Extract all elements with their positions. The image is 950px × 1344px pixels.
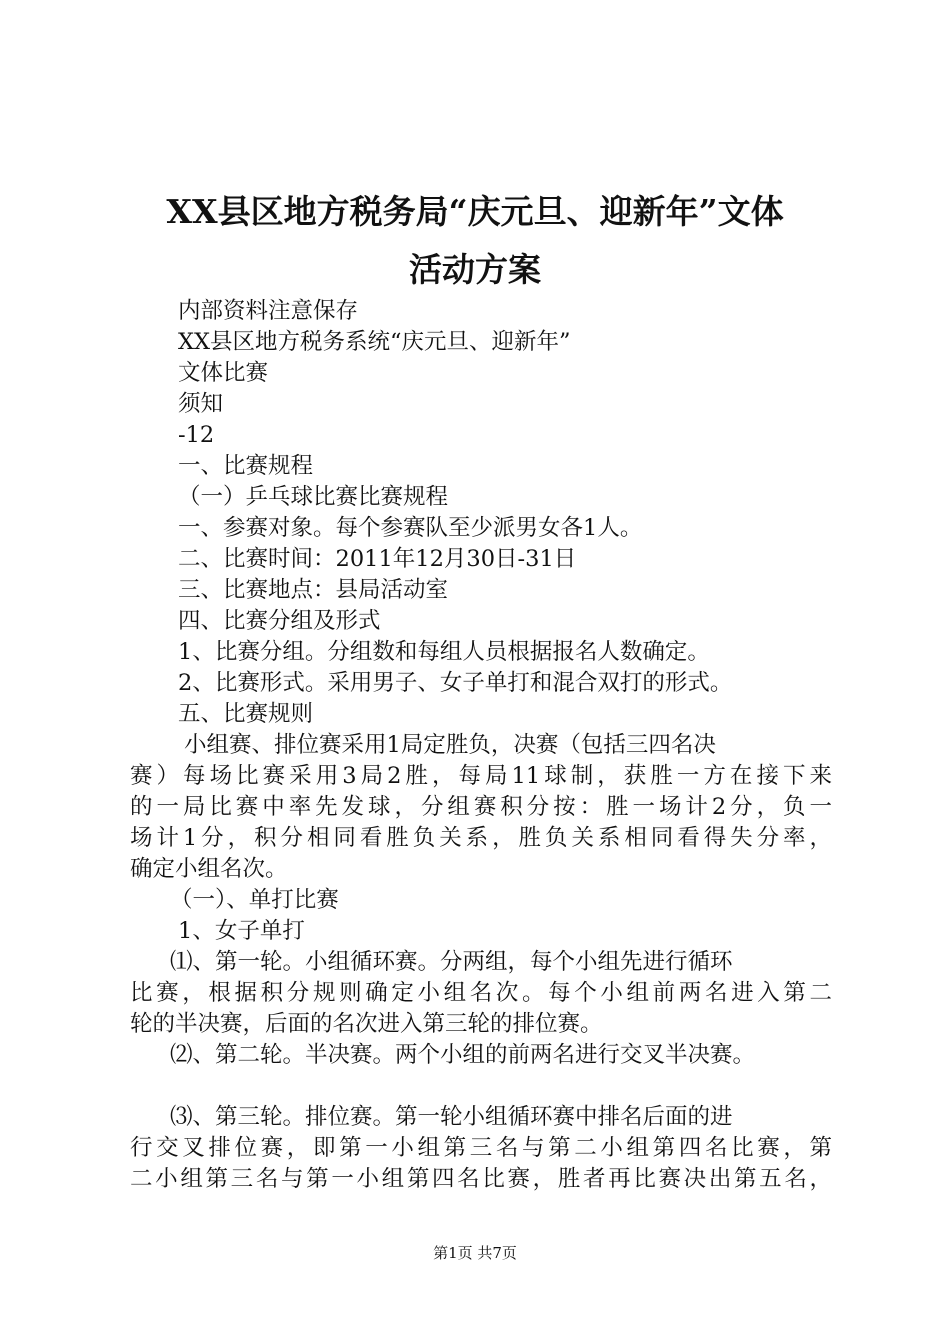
- section-heading: （一）乒乓球比赛比赛规程: [178, 484, 449, 510]
- text-line: 文体比赛: [178, 360, 269, 386]
- text-line: 1、女子单打: [178, 918, 305, 944]
- paragraph-line: 场计1分，积分相同看胜负关系，胜负关系相同看得失分率，: [130, 825, 832, 851]
- text-line: 五、比赛规则: [178, 701, 314, 727]
- section-heading: 一、比赛规程: [178, 453, 314, 479]
- paragraph-line: 赛）每场比赛采用3局2胜，每局11球制，获胜一方在接下来: [130, 763, 832, 789]
- paragraph-line: ⑶、第三轮。排位赛。第一轮小组循环赛中排名后面的进: [170, 1104, 733, 1130]
- section-heading: （一）、单打比赛: [170, 887, 339, 913]
- paragraph-line: ⑴、第一轮。小组循环赛。分两组，每个小组先进行循环: [170, 949, 733, 975]
- text-line: 内部资料注意保存: [178, 298, 359, 324]
- document-title-line-2: 活动方案: [409, 250, 541, 289]
- document-title-line-1: XX县区地方税务局“庆元旦、迎新年”文体: [166, 192, 784, 231]
- paragraph-line: ⑵、第二轮。半决赛。两个小组的前两名进行交叉半决赛。: [170, 1042, 756, 1068]
- text-line: -12: [178, 422, 215, 448]
- text-line: 2、比赛形式。采用男子、女子单打和混合双打的形式。: [178, 670, 733, 696]
- paragraph-line: 轮的半决赛，后面的名次进入第三轮的排位赛。: [130, 1011, 603, 1037]
- text-line: 1、比赛分组。分组数和每组人员根据报名人数确定。: [178, 639, 710, 665]
- page-footer: 第1页 共7页: [433, 1244, 517, 1262]
- text-line: 三、比赛地点：县局活动室: [178, 577, 449, 603]
- paragraph-line: 比赛，根据积分规则确定小组名次。每个小组前两名进入第二: [130, 980, 832, 1006]
- paragraph-line: 确定小组名次。: [130, 856, 288, 882]
- text-line: 一、参赛对象。每个参赛队至少派男女各1人。: [178, 515, 643, 541]
- paragraph-line: 小组赛、排位赛采用1局定胜负，决赛（包括三四名决: [184, 732, 716, 758]
- text-line: 四、比赛分组及形式: [178, 608, 381, 634]
- paragraph-line: 的一局比赛中率先发球，分组赛积分按：胜一场计2分，负一: [130, 794, 832, 820]
- text-line: 须知: [178, 391, 224, 417]
- paragraph-line: 行交叉排位赛，即第一小组第三名与第二小组第四名比赛，第: [130, 1135, 832, 1161]
- text-line: 二、比赛时间：2011年12月30日-31日: [178, 546, 577, 572]
- paragraph-line: 二小组第三名与第一小组第四名比赛，胜者再比赛决出第五名，: [130, 1166, 832, 1192]
- text-line: XX县区地方税务系统“庆元旦、迎新年”: [178, 329, 571, 355]
